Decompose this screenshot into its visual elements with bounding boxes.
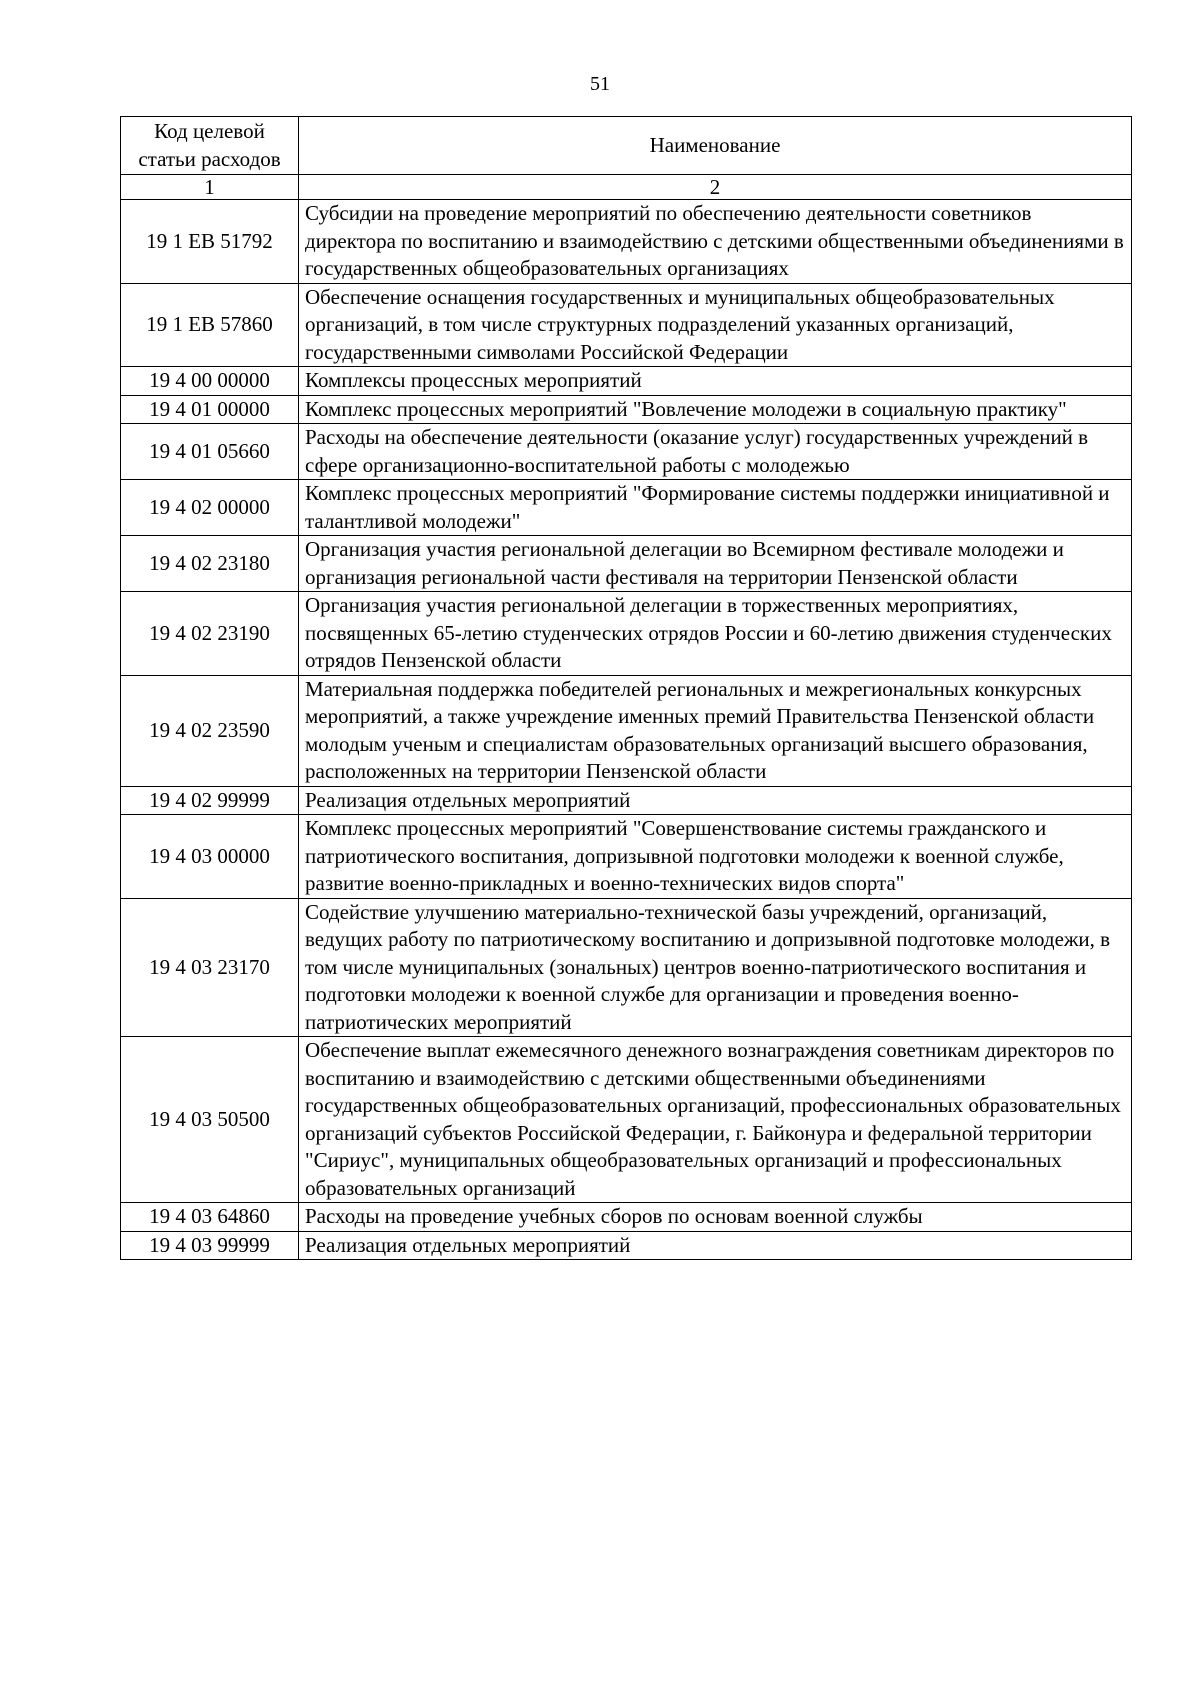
row-name: Содействие улучшению материально-технической базы учреждений, организаций, ведущих работу по патриотическому воспитанию и допризывной подготовке молодежи, в том числе муниципальных (зональных) центров военно-патриотического воспитания и подготовки молодежи к военной службе для организации и проведения военно-патриотических мероприятий (299, 898, 1132, 1037)
row-code: 19 4 00 00000 (121, 367, 299, 396)
table-row (121, 424, 1132, 480)
row-name: Реализация отдельных мероприятий (299, 1231, 1132, 1260)
row-code: 19 1 ЕВ 57860 (121, 283, 299, 367)
row-name: Организация участия региональной делегации в торжественных мероприятиях, посвященных 65-летию студенческих отрядов России и 60-летию движения студенческих отрядов Пензенской области (299, 592, 1132, 676)
table-row (121, 898, 1132, 1037)
row-name: Комплекс процессных мероприятий "Совершенствование системы гражданского и патриотического воспитания, допризывной подготовки молодежи к военной службе, развитие военно-прикладных и военно-технических видов спорта" (299, 815, 1132, 899)
row-name: Расходы на обеспечение деятельности (оказание услуг) государственных учреждений в сфере организационно-воспитательной работы с молодежью (299, 424, 1132, 480)
row-code: 19 4 03 00000 (121, 815, 299, 899)
table-row (121, 1231, 1132, 1260)
row-code: 19 4 02 23180 (121, 536, 299, 592)
column-header-name: Наименование (299, 117, 1132, 175)
column-number: 1 (121, 175, 299, 200)
row-code: 19 4 03 23170 (121, 898, 299, 1037)
row-code: 19 4 02 99999 (121, 786, 299, 815)
row-name: Комплекс процессных мероприятий "Вовлечение молодежи в социальную практику" (299, 395, 1132, 424)
row-name: Реализация отдельных мероприятий (299, 786, 1132, 815)
table-row (121, 536, 1132, 592)
page-number: 51 (590, 73, 610, 95)
table-row (121, 1037, 1132, 1203)
row-code: 19 4 02 23190 (121, 592, 299, 676)
table-header-row (121, 117, 1132, 175)
table-row (121, 815, 1132, 899)
row-code: 19 4 01 00000 (121, 395, 299, 424)
table-row (121, 200, 1132, 284)
row-name: Обеспечение оснащения государственных и муниципальных общеобразовательных организаций, в том числе структурных подразделений указанных организаций, государственными символами Российской Федерации (299, 283, 1132, 367)
row-code: 19 4 02 00000 (121, 480, 299, 536)
row-code: 19 4 02 23590 (121, 675, 299, 786)
column-header-code: Код целевой статьи расходов (121, 117, 299, 175)
table-row (121, 283, 1132, 367)
row-name: Расходы на проведение учебных сборов по основам военной службы (299, 1203, 1132, 1232)
row-name: Организация участия региональной делегации во Всемирном фестивале молодежи и организация региональной части фестиваля на территории Пензенской области (299, 536, 1132, 592)
table-row (121, 786, 1132, 815)
row-name: Материальная поддержка победителей региональных и межрегиональных конкурсных мероприятий, а также учреждение именных премий Правительства Пензенской области молодым ученым и специалистам образовательных организаций высшего образования, расположенных на территории Пензенской области (299, 675, 1132, 786)
table-row (121, 367, 1132, 396)
row-code: 19 4 03 99999 (121, 1231, 299, 1260)
column-number-row (121, 175, 1132, 200)
row-name: Комплексы процессных мероприятий (299, 367, 1132, 396)
table-row (121, 480, 1132, 536)
table-row (121, 675, 1132, 786)
budget-codes-table (120, 116, 1132, 1260)
row-code: 19 4 03 50500 (121, 1037, 299, 1203)
row-name: Субсидии на проведение мероприятий по обеспечению деятельности советников директора по воспитанию и взаимодействию с детскими общественными объединениями в государственных общеобразовательных организациях (299, 200, 1132, 284)
table-row (121, 592, 1132, 676)
row-code: 19 1 ЕВ 51792 (121, 200, 299, 284)
row-code: 19 4 03 64860 (121, 1203, 299, 1232)
table-row (121, 395, 1132, 424)
row-name: Обеспечение выплат ежемесячного денежного вознаграждения советникам директоров по воспитанию и взаимодействию с детскими общественными объединениями государственных общеобразовательных организаций, профессиональных образовательных организаций субъектов Российской Федерации, г. Байконура и федеральной территории "Сириус", муниципальных общеобразовательных организаций и профессиональных образовательных организаций (299, 1037, 1132, 1203)
row-name: Комплекс процессных мероприятий "Формирование системы поддержки инициативной и талантливой молодежи" (299, 480, 1132, 536)
column-number: 2 (299, 175, 1132, 200)
table-row (121, 1203, 1132, 1232)
row-code: 19 4 01 05660 (121, 424, 299, 480)
